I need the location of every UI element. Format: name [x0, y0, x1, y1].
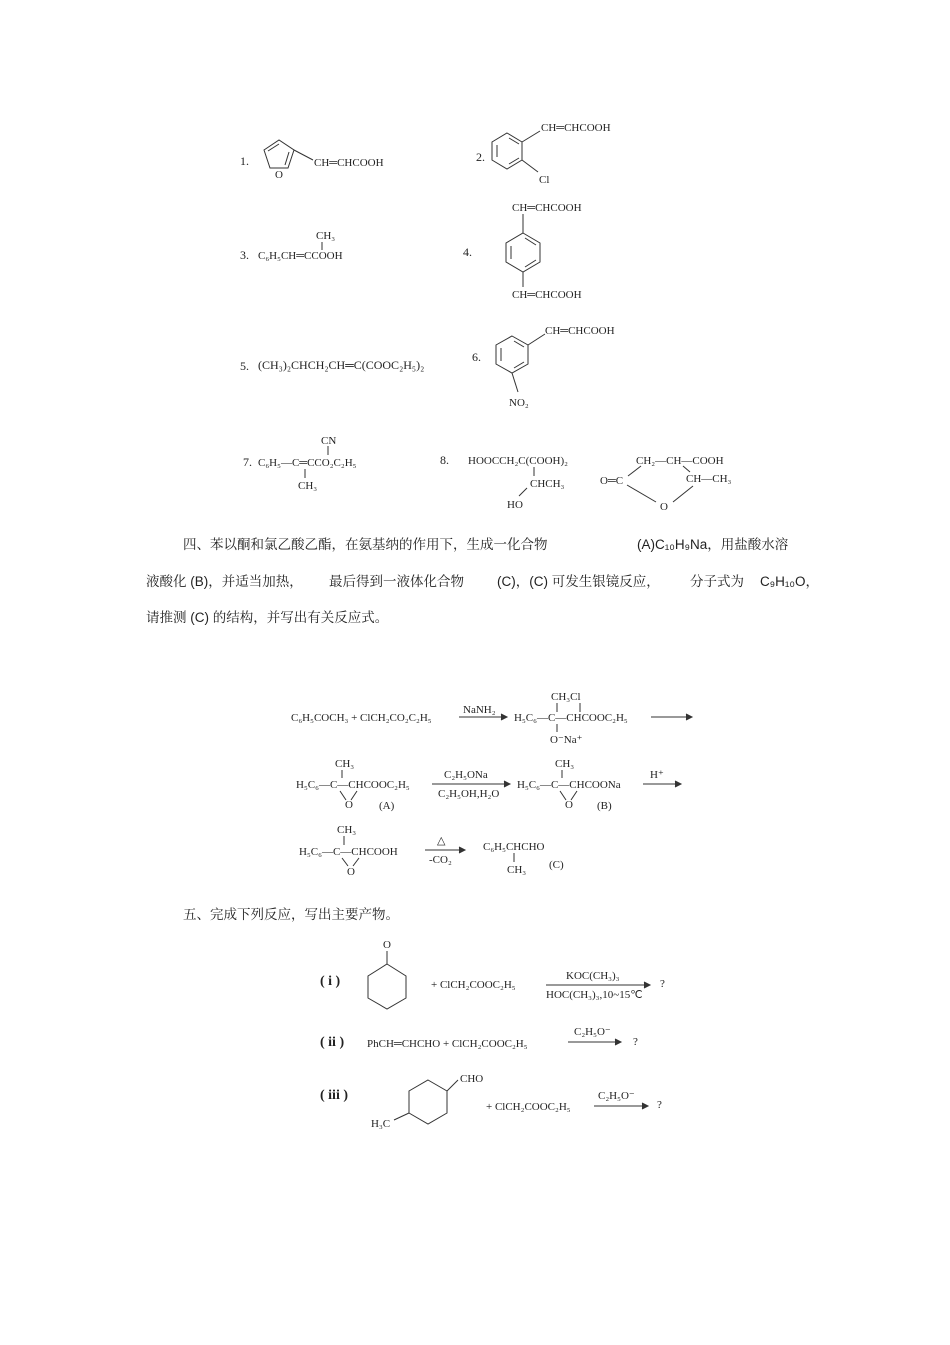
- scheme4-heat: △: [437, 835, 446, 847]
- q4-line3: 请推测 (C) 的结构，并写出有关反应式。: [146, 610, 389, 625]
- scheme4-epoxide-o-1: O: [345, 799, 353, 811]
- structure-2: [476, 122, 611, 186]
- q5-i-product: ?: [660, 978, 665, 990]
- scheme4-r2-left: H₅C₆—C—CHCOOC₂H₅: [296, 779, 410, 791]
- item-3-number: 3.: [240, 248, 249, 262]
- scheme4-label-c: (C): [549, 859, 564, 871]
- scheme4-r1-product: H₅C₆—C—CHCOOC₂H₅: [514, 712, 628, 724]
- item-1-number: 1.: [240, 154, 249, 168]
- scheme4-r2-reagent-bottom: C₂H₅OH,H₂O: [438, 788, 500, 800]
- item-2-cl: Cl: [539, 174, 550, 186]
- scheme4-r1-reagent: NaNH₂: [463, 704, 496, 716]
- item-8-ring-o: O: [660, 501, 668, 513]
- scheme4-r1-bottom: O⁻Na⁺: [550, 734, 583, 746]
- scheme4-co2: -CO₂: [429, 854, 452, 866]
- scheme4-r2-left-top: CH₃: [335, 758, 355, 770]
- structure-3: [240, 230, 343, 262]
- question5-reactions: [320, 939, 665, 1130]
- q5-iii-reactant: + ClCH₂COOC₂H₅: [486, 1101, 571, 1113]
- item-8-number: 8.: [440, 453, 449, 467]
- scheme4-r3-product: C₆H₅CHCHO: [483, 841, 545, 853]
- q5-iii-cho: CHO: [460, 1073, 484, 1085]
- scheme4-r3-top: CH₃: [337, 824, 357, 836]
- structure-6: [472, 325, 615, 409]
- item-4-top: CH═CHCOOH: [512, 202, 582, 214]
- item-6-nitro: NO₂: [509, 397, 529, 409]
- q4-line1a: 四、苯以酮和氯乙酸乙酯，在氨基纳的作用下，生成一化合物: [183, 537, 548, 552]
- svg-text:O: O: [275, 169, 283, 181]
- item-2-number: 2.: [476, 150, 485, 164]
- item-1-formula: CH═CHCOOH: [314, 157, 384, 169]
- structure-4: [463, 202, 582, 301]
- q5-ii-reagent: C₂H₅O⁻: [574, 1026, 611, 1038]
- scheme4-label-b: (B): [597, 800, 612, 812]
- q4-line2a: 液酸化 (B)，并适当加热，: [146, 574, 303, 589]
- item-3-methyl: CH₃: [316, 230, 336, 242]
- item-4-bottom: CH═CHCOOH: [512, 289, 582, 301]
- q5-title: 五、完成下列反应，写出主要产物。: [183, 907, 399, 922]
- q4-line2c: (C)，(C) 可发生银镜反应，: [497, 574, 660, 589]
- scheme4-r2-right-top: CH₃: [555, 758, 575, 770]
- item-8-branch: CHCH₃: [530, 478, 565, 490]
- q5-iii-reagent: C₂H₅O⁻: [598, 1090, 635, 1102]
- item-7-cn: CN: [321, 435, 337, 447]
- item-6-top: CH═CHCOOH: [545, 325, 615, 337]
- q5-i-carbonyl-o: O: [383, 939, 391, 951]
- item-4-number: 4.: [463, 245, 472, 259]
- q5-i-reactant: + ClCH₂COOC₂H₅: [431, 979, 516, 991]
- q4-line1b: (A)C₁₀H₉Na，用盐酸水溶: [637, 537, 789, 552]
- item-7-methyl: CH₃: [298, 480, 318, 492]
- q5-iii-product: ?: [657, 1099, 662, 1111]
- q5-i-reagent-bottom: HOC(CH₃)₃,10~15℃: [546, 989, 643, 1001]
- cyclohexanone-ring: [368, 964, 406, 1009]
- q5-ii-reactants: PhCH═CHCHO + ClCH₂COOC₂H₅: [367, 1038, 528, 1050]
- scheme4-epoxide-o-3: O: [347, 866, 355, 878]
- item-8-oh: HO: [507, 499, 523, 511]
- item-8-ring-top: CH₂—CH—COOH: [636, 455, 724, 467]
- scheme4-label-a: (A): [379, 800, 395, 812]
- item-8-formula: HOOCCH₂C(COOH)₂: [468, 455, 568, 467]
- scheme4-r3-product-bottom: CH₃: [507, 864, 527, 876]
- structure-8: [440, 453, 732, 513]
- item-6-number: 6.: [472, 350, 481, 364]
- q5-ii-product: ?: [633, 1036, 638, 1048]
- item-8-ring-right: CH—CH₃: [686, 473, 732, 485]
- cyclohexane-ring: [409, 1080, 447, 1124]
- item-5-formula: (CH₃)₂CHCH₂CH═C(COOC₂H₅)₂: [258, 358, 425, 372]
- item-5-number: 5.: [240, 359, 249, 373]
- q5-iii-label: ( iii ): [320, 1088, 348, 1103]
- q5-ii-label: ( ii ): [320, 1035, 345, 1050]
- structure-5: [240, 358, 424, 373]
- scheme4-r1-reactants: C₆H₅COCH₃ + ClCH₂CO₂C₂H₅: [291, 712, 432, 724]
- structure-7: [243, 435, 357, 492]
- scheme4-r3-left: H₅C₆—C—CHCOOH: [299, 846, 398, 858]
- scheme-4: [291, 691, 692, 878]
- scheme4-epoxide-o-2: O: [565, 799, 573, 811]
- scheme4-acid: H⁺: [650, 769, 664, 781]
- item-7-number: 7.: [243, 455, 252, 469]
- item-8-ring-left: O═C: [600, 475, 624, 487]
- q4-line2e: C₉H₁₀O，: [760, 574, 820, 589]
- scheme4-r1-top: CH₃Cl: [551, 691, 581, 703]
- q4-line2d: 分子式为: [690, 574, 744, 589]
- item-2-formula: CH═CHCOOH: [541, 122, 611, 134]
- item-3-formula: C₆H₅CH═CCOOH: [258, 250, 343, 262]
- scheme4-r2-right: H₅C₆—C—CHCOONa: [517, 779, 621, 791]
- q4-line2b: 最后得到一液体化合物: [329, 574, 464, 589]
- structure-1: [240, 140, 384, 181]
- q5-i-label: ( i ): [320, 974, 341, 989]
- q5-iii-methyl: H₃C: [371, 1118, 391, 1130]
- q5-i-reagent-top: KOC(CH₃)₃: [566, 970, 620, 982]
- item-7-formula: C₆H₅—C═CCO₂C₂H₅: [258, 457, 357, 469]
- scheme4-r2-reagent-top: C₂H₅ONa: [444, 769, 488, 781]
